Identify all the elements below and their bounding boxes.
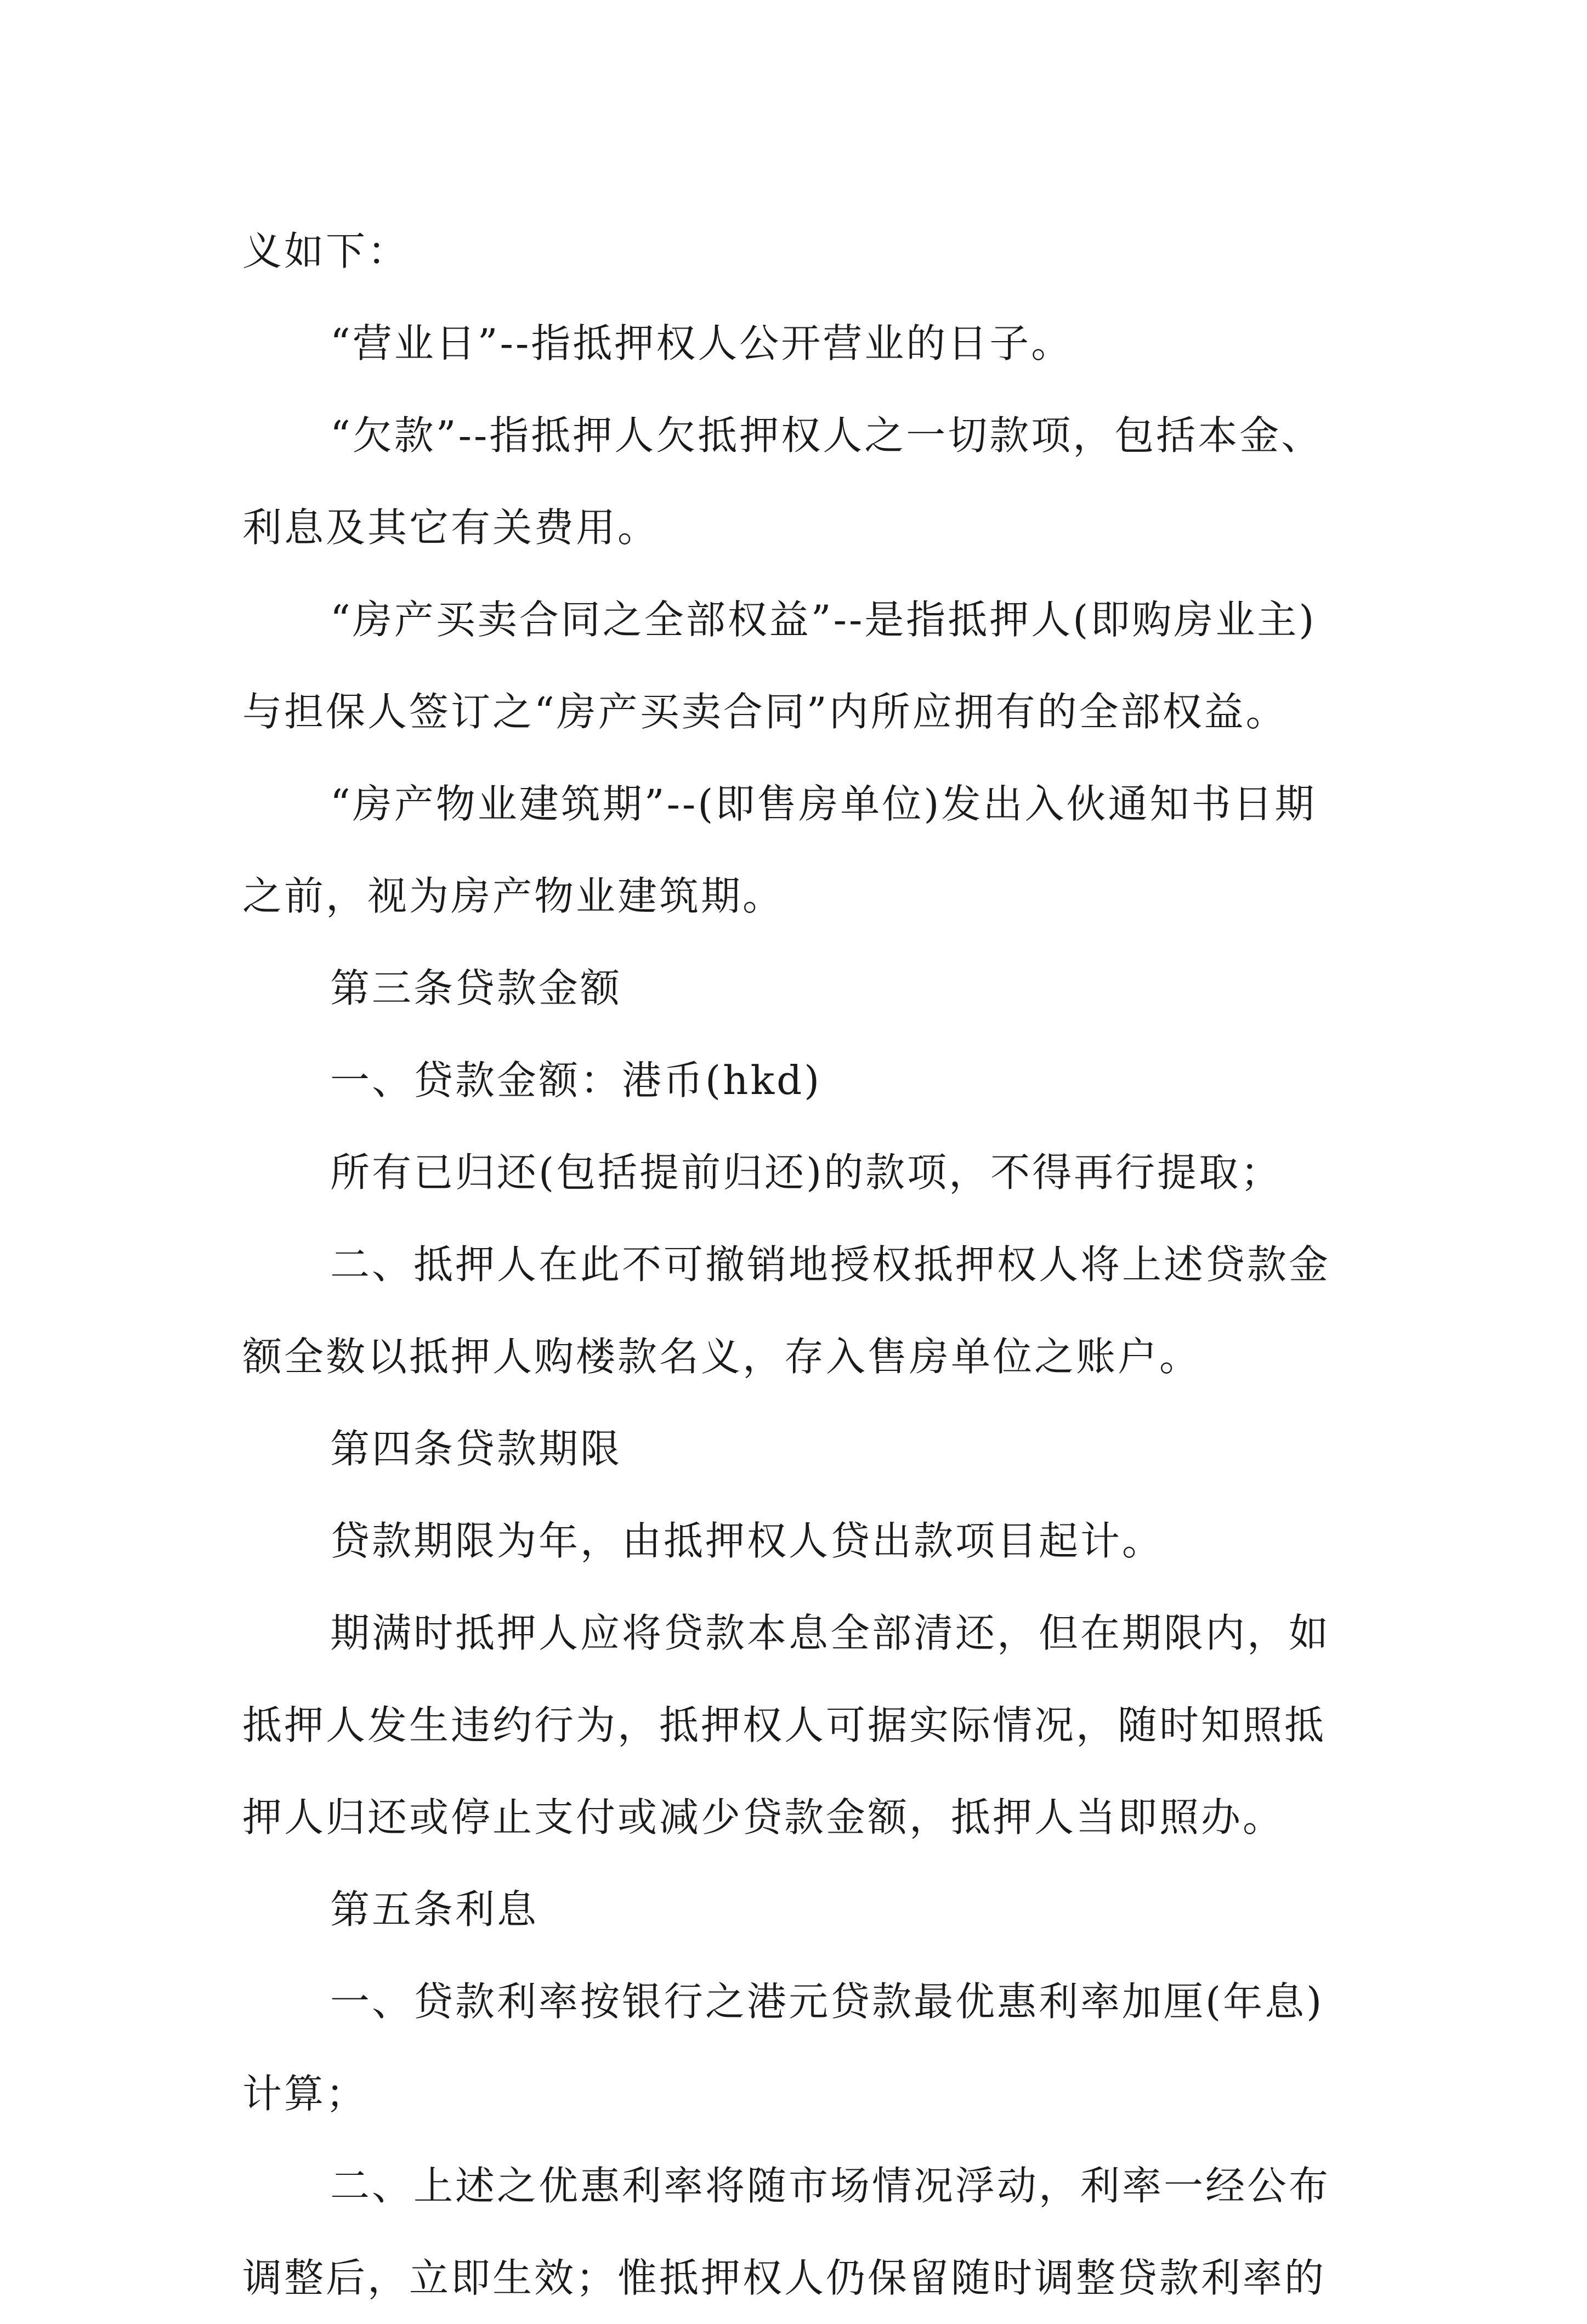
paragraph-construction-period: “房产物业建筑期”--(即售房单位)发出入伙通知书日期之前，视为房产物业建筑期。 xyxy=(242,781,1317,919)
paragraph-loan-amount: 一、贷款金额：港币(hkd) xyxy=(330,1057,822,1103)
paragraph-maturity: 期满时抵押人应将贷款本息全部清还，但在期限内，如抵押人发生违约行为，抵押权人可据实际情况，随时知照抵押人归还或停止支付或减少贷款金额，抵押人当即照办。 xyxy=(242,1610,1331,1840)
paragraph-definitions-intro: 义如下： xyxy=(242,228,410,274)
paragraph-interest-rate: 一、贷款利率按银行之港元贷款最优惠利率加厘(年息)计算； xyxy=(242,1979,1324,2117)
heading-article-4: 第四条贷款期限 xyxy=(330,1426,622,1472)
heading-article-3: 第三条贷款金额 xyxy=(330,965,622,1011)
paragraph-rate-adjustment: 二、上述之优惠利率将随市场情况浮动，利率一经公布调整后，立即生效；惟抵押权人仍保留随时调整贷款利率的 xyxy=(242,2163,1331,2301)
paragraph-contract-rights: “房产买卖合同之全部权益”--是指抵押人(即购房业主)与担保人签订之“房产买卖合同”内所应拥有的全部权益。 xyxy=(242,597,1317,735)
paragraph-repaid-funds: 所有已归还(包括提前归还)的款项，不得再行提取； xyxy=(330,1149,1283,1195)
paragraph-authorization: 二、抵押人在此不可撤销地授权抵押权人将上述贷款金额全数以抵押人购楼款名义，存入售房单位之账户。 xyxy=(242,1242,1331,1380)
paragraph-loan-term: 贷款期限为年，由抵押权人贷出款项目起计。 xyxy=(330,1518,1164,1564)
paragraph-business-day: “营业日”--指抵押权人公开营业的日子。 xyxy=(330,320,1073,366)
paragraph-debt: “欠款”--指抵押人欠抵押权人之一切款项，包括本金、利息及其它有关费用。 xyxy=(242,412,1323,551)
document-body xyxy=(242,205,1352,2324)
heading-article-5: 第五条利息 xyxy=(330,1886,539,1932)
